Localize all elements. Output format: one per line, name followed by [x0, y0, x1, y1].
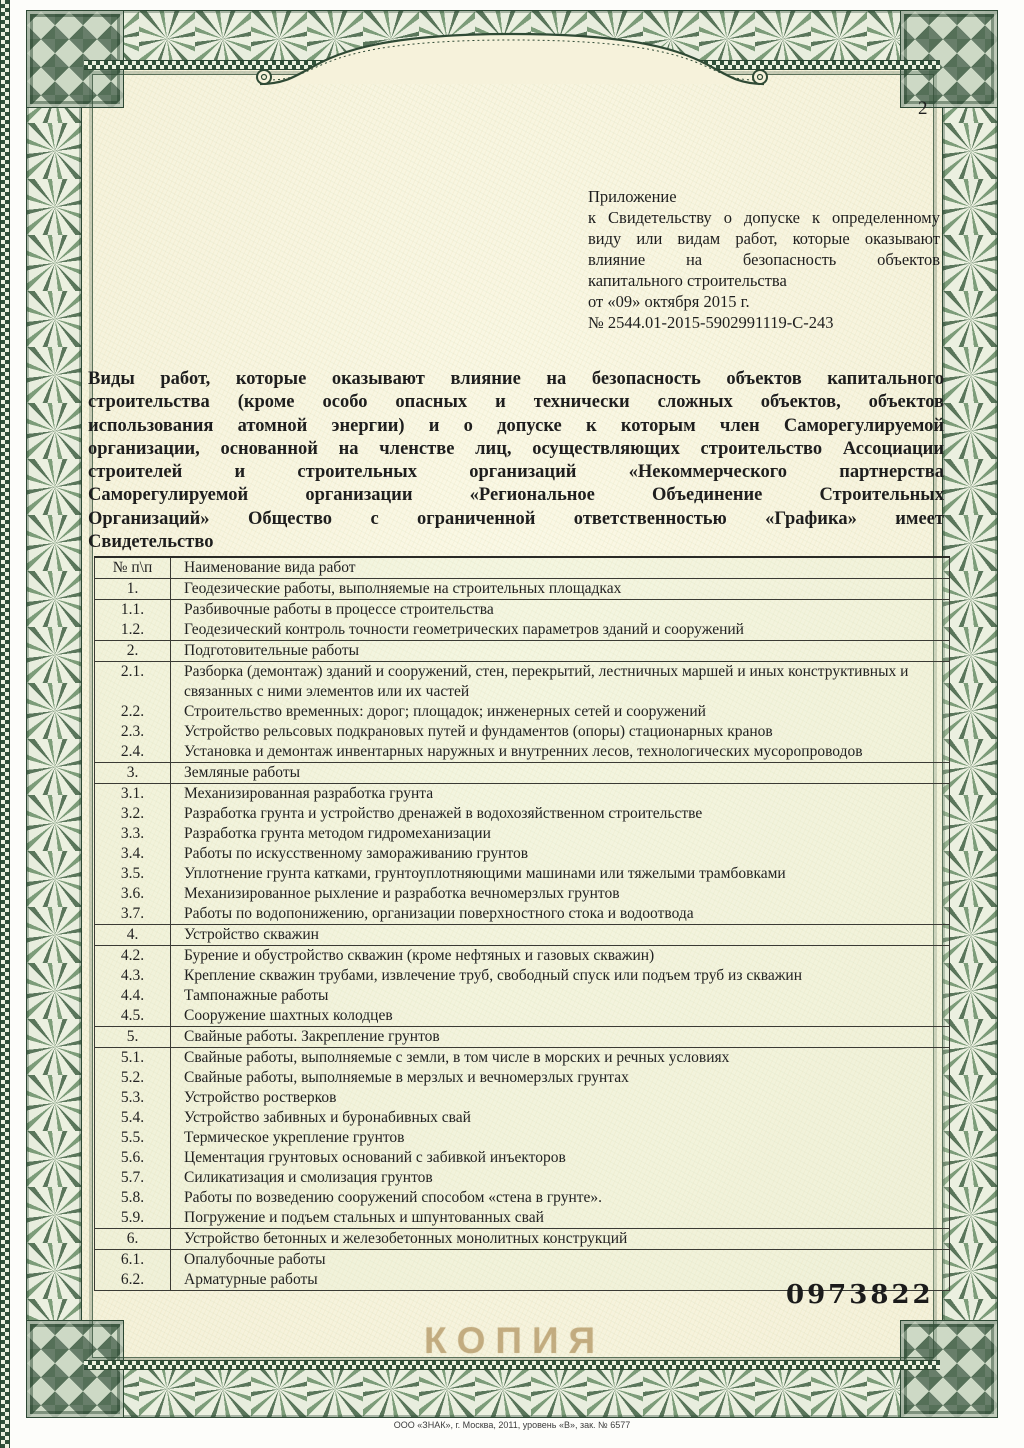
text-line: строителей и строительных организаций «Некоммерческого партнерства — [88, 462, 944, 483]
text-line: капитального строительства — [588, 271, 787, 290]
row-title-cell: Сооружение шахтных колодцев — [184, 1007, 393, 1024]
row-title-cell: Опалубочные работы — [184, 1251, 326, 1268]
row-title-cell: Термическое укрепление грунтов — [184, 1129, 405, 1146]
row-number-cell: 6. — [95, 1229, 171, 1250]
row-title-cell: Разработка грунта методом гидромеханизации — [184, 825, 491, 842]
table-row — [95, 1168, 950, 1188]
row-number-cell: 5.7. — [95, 1168, 171, 1188]
row-number-cell: 5.8. — [95, 1188, 171, 1208]
row-title-cell: Свайные работы. Закрепление грунтов — [184, 1028, 440, 1045]
column-header-number: № п\п — [95, 557, 171, 579]
table-row — [95, 662, 950, 703]
table-row — [95, 925, 950, 946]
table-row — [95, 702, 950, 722]
row-number-cell: 5.5. — [95, 1128, 171, 1148]
row-number-cell: 5.2. — [95, 1068, 171, 1088]
row-number-cell: 4.5. — [95, 1006, 171, 1027]
text-line: № 2544.01-2015-5902991119-С-243 — [588, 313, 834, 332]
row-title-cell: Бурение и обустройство скважин (кроме нефтяных и газовых скважин) — [184, 947, 655, 964]
table-row — [95, 600, 950, 621]
serial-number: 0973822 — [786, 1280, 934, 1310]
row-title-cell: Подготовительные работы — [184, 642, 360, 659]
table-row — [95, 986, 950, 1006]
table-row — [95, 742, 950, 763]
table-row — [95, 1188, 950, 1208]
text-line: организации, основанной на членстве лиц, осуществляющих строительство Ассоциации — [88, 438, 944, 459]
row-number-cell: 2.2. — [95, 702, 171, 722]
row-title-cell: Устройство рельсовых подкрановых путей и фундаментов (опоры) стационарных кранов — [184, 723, 773, 740]
row-title-cell: Устройство забивных и буронабивных свай — [184, 1109, 471, 1126]
row-number-cell: 1. — [95, 579, 171, 600]
row-number-cell: 5.1. — [95, 1048, 171, 1069]
row-title-cell: Цементация грунтовых оснований с забивкой инъекторов — [184, 1149, 566, 1166]
table-row — [95, 1068, 950, 1088]
table-header-row — [95, 557, 950, 579]
page-number: 2 — [918, 98, 928, 119]
table-row — [95, 1128, 950, 1148]
table-row — [95, 1250, 950, 1271]
row-title-cell: Устройство бетонных и железобетонных монолитных конструкций — [184, 1230, 628, 1247]
table-row — [95, 1027, 950, 1048]
table-row — [95, 1088, 950, 1108]
row-number-cell: 3.7. — [95, 904, 171, 925]
text-line: использования атомной энергии) и о допуске к которым член Саморегулируемой — [88, 415, 944, 436]
row-number-cell: 3.6. — [95, 884, 171, 904]
text-line: строительства (кроме особо опасных и технически сложных объектов, объектов — [88, 392, 944, 413]
table-row — [95, 966, 950, 986]
row-title-cell: Крепление скважин трубами, извлечение труб, свободный спуск или подъем труб из скважин — [184, 967, 803, 984]
row-title-cell: Разбивочные работы в процессе строительства — [184, 601, 494, 618]
row-title-cell: Работы по возведению сооружений способом «стена в грунте». — [184, 1189, 603, 1206]
table-row — [95, 620, 950, 641]
row-number-cell: 4.2. — [95, 946, 171, 967]
row-number-cell: 3.4. — [95, 844, 171, 864]
row-number-cell: 3.5. — [95, 864, 171, 884]
row-title-cell: Установка и демонтаж инвентарных наружных и внутренних лесов, технологических мусоропроводов — [184, 743, 863, 760]
row-title-cell: Механизированная разработка грунта — [184, 785, 434, 802]
text-line: Саморегулируемой организации «Региональное Объединение Строительных — [88, 485, 944, 506]
table-row — [95, 864, 950, 884]
table-row — [95, 641, 950, 662]
row-title-cell: Разработка грунта и устройство дренажей в водохозяйственном строительстве — [184, 805, 703, 822]
works-table — [94, 556, 950, 1291]
row-number-cell: 4.3. — [95, 966, 171, 986]
row-title-cell: Погружение и подъем стальных и шпунтованных свай — [184, 1209, 544, 1226]
annex-header-block — [588, 186, 940, 333]
row-title-cell: Разборка (демонтаж) зданий и сооружений, стен, перекрытий, лестничных маршей и иных конструктивных и связанных с ними элементов или их частей — [184, 663, 909, 700]
table-row — [95, 946, 950, 967]
row-number-cell: 3. — [95, 763, 171, 784]
row-title-cell: Геодезический контроль точности геометрических параметров зданий и сооружений — [184, 621, 744, 638]
row-title-cell: Свайные работы, выполняемые с земли, в том числе в морских и речных условиях — [184, 1049, 730, 1066]
row-number-cell: 1.2. — [95, 620, 171, 641]
row-title-cell: Тампонажные работы — [184, 987, 329, 1004]
text-line: к Свидетельству о допуске к определенному — [588, 208, 940, 227]
row-number-cell: 5.6. — [95, 1148, 171, 1168]
frame-checker-strip — [0, 0, 10, 1304]
table-row — [95, 1108, 950, 1128]
frame-band-right — [942, 10, 998, 1418]
table-row — [95, 884, 950, 904]
frame-arch-ornament — [252, 22, 772, 92]
text-line: от «09» октября 2015 г. — [588, 292, 750, 311]
row-number-cell: 5.3. — [95, 1088, 171, 1108]
intro-paragraph — [88, 368, 944, 554]
text-line: виду или видам работ, которые оказывают — [588, 229, 940, 248]
table-row — [95, 844, 950, 864]
row-number-cell: 5.9. — [95, 1208, 171, 1229]
table-row — [95, 579, 950, 600]
text-line: Свидетельство — [88, 532, 214, 553]
row-title-cell: Арматурные работы — [184, 1271, 318, 1288]
table-row — [95, 763, 950, 784]
row-number-cell: 1.1. — [95, 600, 171, 621]
row-number-cell: 5.4. — [95, 1108, 171, 1128]
table-row — [95, 1229, 950, 1250]
text-line: Виды работ, которые оказывают влияние на безопасность объектов капитального — [88, 369, 944, 389]
row-title-cell: Уплотнение грунта катками, грунтоуплотняющими машинами или тяжелыми трамбовками — [184, 865, 786, 882]
row-title-cell: Устройство скважин — [184, 926, 319, 943]
table-row — [95, 824, 950, 844]
table-row — [95, 722, 950, 742]
row-title-cell: Силикатизация и смолизация грунтов — [184, 1169, 433, 1186]
frame-band-left — [26, 10, 82, 1418]
row-title-cell: Работы по искусственному замораживанию грунтов — [184, 845, 529, 862]
row-title-cell: Свайные работы, выполняемые в мерзлых и вечномерзлых грунтах — [184, 1069, 629, 1086]
row-title-cell: Земляные работы — [184, 764, 301, 781]
text-line: влияние на безопасность объектов — [588, 250, 940, 269]
table-row — [95, 804, 950, 824]
column-header-name: Наименование вида работ — [184, 559, 356, 576]
row-number-cell: 3.1. — [95, 784, 171, 805]
row-number-cell: 2. — [95, 641, 171, 662]
row-number-cell: 2.4. — [95, 742, 171, 763]
text-line: Организаций» Общество с ограниченной ответственностью «Графика» имеет — [88, 508, 944, 529]
row-number-cell: 3.3. — [95, 824, 171, 844]
table-row — [95, 784, 950, 805]
printer-footer: ООО «ЗНАК», г. Москва, 2011, уровень «В», зак. № 6577 — [393, 1420, 631, 1430]
table-row — [95, 1208, 950, 1229]
row-number-cell: 2.1. — [95, 662, 171, 703]
row-title-cell: Работы по водопонижению, организации поверхностного стока и водоотвода — [184, 905, 694, 922]
row-title-cell: Устройство ростверков — [184, 1089, 337, 1106]
row-number-cell: 3.2. — [95, 804, 171, 824]
table-row — [95, 1148, 950, 1168]
copy-watermark: КОПИЯ — [424, 1320, 606, 1361]
row-number-cell: 4.4. — [95, 986, 171, 1006]
row-title-cell: Механизированное рыхление и разработка вечномерзлых грунтов — [184, 885, 620, 902]
row-number-cell: 4. — [95, 925, 171, 946]
row-number-cell: 6.1. — [95, 1250, 171, 1271]
row-number-cell: 6.2. — [95, 1270, 171, 1291]
row-number-cell: 5. — [95, 1027, 171, 1048]
table-row — [95, 1006, 950, 1027]
text-line: Приложение — [588, 187, 677, 206]
table-row — [95, 904, 950, 925]
row-title-cell: Геодезические работы, выполняемые на строительных площадках — [184, 580, 622, 597]
row-number-cell: 2.3. — [95, 722, 171, 742]
row-title-cell: Строительство временных: дорог; площадок; инженерных сетей и сооружений — [184, 703, 706, 720]
table-row — [95, 1048, 950, 1069]
